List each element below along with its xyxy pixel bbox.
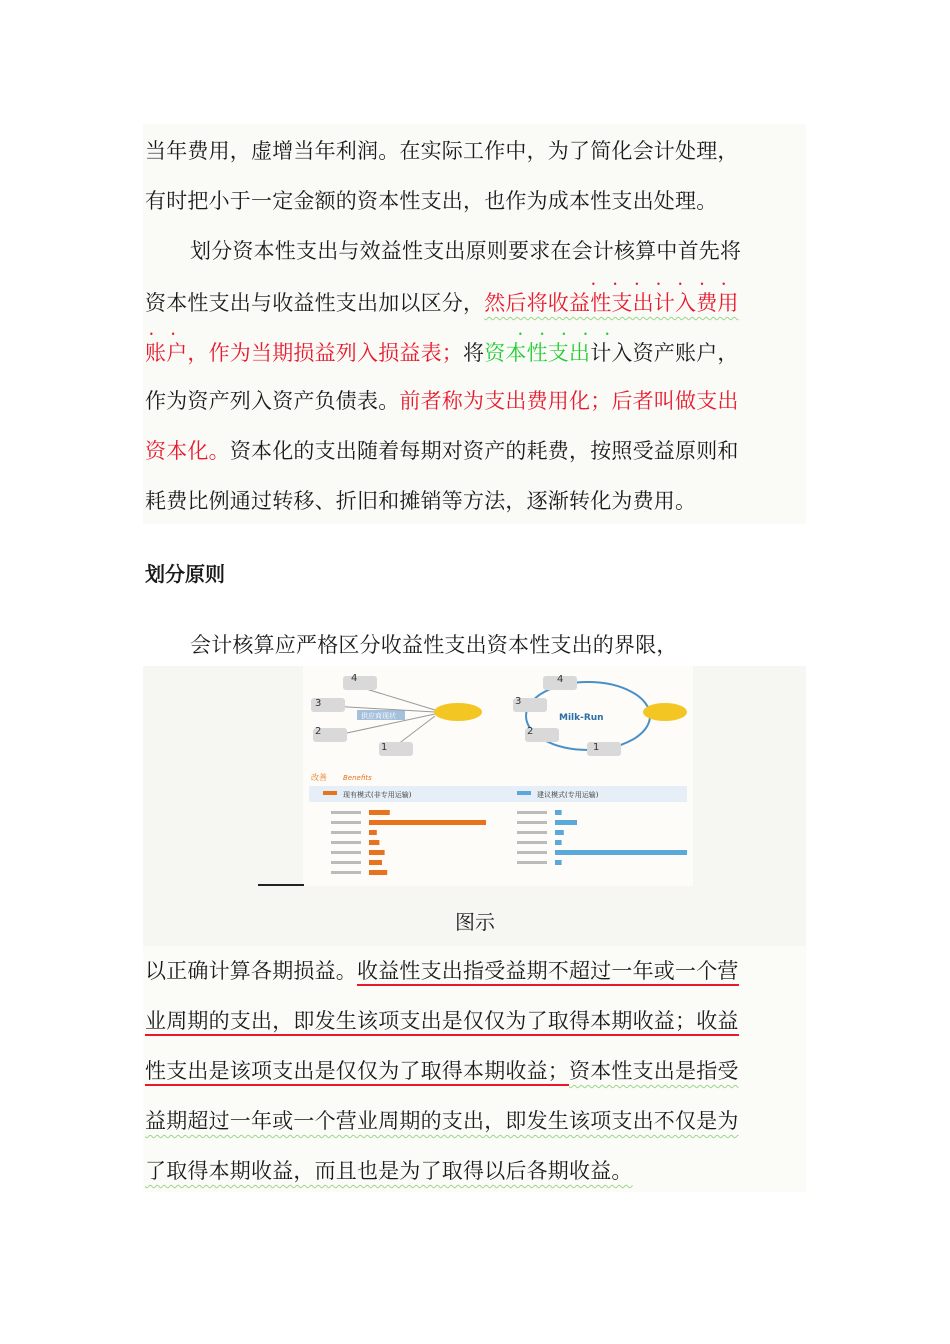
paragraph2-line4-highlight: 前者称为支出费用化；后者叫做支出 (399, 389, 739, 413)
paragraph3: 会计核算应严格区分收益性支出资本性支出的界限， (190, 633, 678, 657)
left-flow-diagram (311, 673, 482, 756)
left-row-label (331, 821, 361, 824)
legend-swatch-blue (517, 791, 531, 795)
left-node-2: 2 (315, 726, 322, 737)
paragraph2-line4 (145, 386, 739, 416)
paragraph4-line4-text: 益期超过一年或一个营业周期的支出，即发生该项支出不仅是为 (145, 1109, 739, 1133)
milk-run-diagram (303, 666, 693, 886)
right-bar (555, 850, 687, 855)
paragraph2-line5 (145, 436, 739, 466)
right-row-label (517, 821, 547, 824)
right-node-4: 4 (557, 674, 564, 685)
figure-caption: 图示 (455, 910, 495, 934)
left-bar (369, 810, 390, 815)
figure-image (303, 666, 693, 886)
left-bar (369, 840, 379, 845)
paragraph4-line1-underlined: 收益性支出指受益期不超过一年或一个营 (357, 959, 739, 986)
paragraph2-line4-normal: 作为资产列入资产负债表。 (145, 389, 400, 413)
right-bar (555, 830, 564, 835)
paragraph2-line3-rest: 计入资产账户， (590, 341, 739, 365)
paragraph2-line3-normal: 将 (463, 341, 485, 365)
right-row-label (517, 841, 547, 844)
left-node-4: 4 (351, 673, 358, 684)
paragraph4-line2 (145, 1006, 739, 1036)
right-bar (555, 840, 562, 845)
left-row-label (331, 841, 361, 844)
left-row-label (331, 811, 361, 814)
right-row-label (517, 851, 547, 854)
paragraph2-line2 (145, 288, 739, 318)
paragraph2-line5-normal: 资本化的支出随着每期对资产的耗费，按照受益原则和 (229, 439, 739, 463)
milk-run-label: Milk-Run (559, 713, 604, 723)
paragraph2-line6: 耗费比例通过转移、折旧和摊销等方法，逐渐转化为费用。 (145, 489, 697, 513)
paragraph4-line3-normal: 资本性支出是指受 (569, 1059, 739, 1083)
paragraph2-line2-normal: 资本性支出与收益性支出加以区分， (145, 291, 485, 315)
legend-swatch-orange (323, 791, 337, 795)
left-node-1: 1 (381, 742, 388, 753)
right-node-2: 2 (527, 726, 534, 737)
left-row-label (331, 861, 361, 864)
emphasis-dots-green: ••••• (518, 330, 627, 339)
paragraph2-line3-green: 资本性支出 (484, 341, 591, 365)
benefit-label: 改善 (311, 773, 327, 782)
paragraph4-line3 (145, 1056, 739, 1086)
legend-right: 建议模式(专用运输) (537, 791, 599, 799)
paragraph4-line3-underlined: 性支出是该项支出是仅仅为了取得本期收益； (145, 1059, 569, 1086)
emphasis-dots-red-2: •• (149, 330, 193, 339)
right-milk-run-diagram (513, 674, 687, 756)
left-bar (369, 820, 486, 825)
right-row-label (517, 861, 547, 864)
left-bar (369, 830, 377, 835)
figure-rule (258, 884, 304, 886)
paragraph2-line1: 划分资本性支出与效益性支出原则要求在会计核算中首先将 (190, 239, 742, 263)
left-row-label (331, 831, 361, 834)
bars-left (331, 810, 486, 875)
right-bar (555, 820, 577, 825)
left-bar (369, 860, 382, 865)
bars-right (517, 810, 687, 865)
emphasis-dots-red: ••••••• (591, 280, 744, 289)
left-bar (369, 850, 385, 855)
right-destination-node (643, 703, 687, 721)
right-bar (555, 860, 562, 865)
section-heading: 划分原则 (145, 562, 225, 586)
right-bar (555, 810, 562, 815)
paragraph2-line3-highlight: 账户，作为当期损益列入损益表； (145, 341, 463, 365)
paragraph4-line1 (145, 956, 739, 986)
paragraph4-line5-text: 了取得本期收益，而且也是为了取得以后各期收益。 (145, 1159, 633, 1183)
paragraph4-line4 (145, 1106, 739, 1136)
left-destination-node (434, 703, 482, 721)
paragraph2-line2-highlight: 然后将收益性支出计入费用 (484, 291, 739, 315)
left-center-label: 供应商现状 (361, 712, 396, 720)
paragraph4-line1-normal: 以正确计算各期损益。 (145, 959, 357, 983)
right-row-label (517, 811, 547, 814)
paragraph1-line2: 有时把小于一定金额的资本性支出，也作为成本性支出处理。 (145, 189, 718, 213)
benefit-label-en: Benefits (343, 774, 372, 782)
paragraph2-line3 (145, 338, 739, 368)
left-row-label (331, 851, 361, 854)
paragraph2-line5-highlight: 资本化。 (145, 439, 230, 463)
left-row-label (331, 871, 361, 874)
paragraph4-line5 (145, 1156, 633, 1186)
right-node-3: 3 (515, 696, 522, 707)
left-node-3: 3 (315, 698, 322, 709)
right-row-label (517, 831, 547, 834)
paragraph4-line2-underlined: 业周期的支出，即发生该项支出是仅仅为了取得本期收益；收益 (145, 1009, 739, 1036)
legend-left: 现有模式(非专用运输) (343, 791, 412, 799)
truck-icon (343, 676, 377, 690)
right-node-1: 1 (593, 742, 600, 753)
paragraph1-line1: 当年费用，虚增当年利润。在实际工作中，为了简化会计处理， (145, 139, 739, 163)
left-bar (369, 870, 387, 875)
